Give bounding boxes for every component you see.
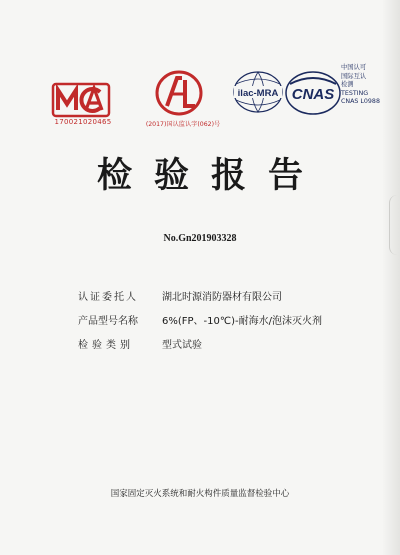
- cnas-line: TESTING: [341, 89, 369, 97]
- cnas-label: CNAS: [291, 86, 335, 103]
- cnas-accreditation-text: [341, 64, 399, 107]
- cnas-line: 中国认可: [341, 64, 367, 71]
- cma-number: 170021020465: [54, 118, 112, 126]
- field-label: 检验类别: [78, 339, 134, 351]
- cnas-line: 检测: [341, 81, 354, 89]
- report-number: No.Gn201903328: [163, 233, 237, 244]
- ilac-mra-logo: [228, 68, 286, 116]
- cnas-line: 国际互认: [341, 72, 367, 80]
- field-value: 湖北时源消防器材有限公司: [162, 291, 282, 303]
- field-row-client: [78, 283, 322, 307]
- issuing-authority: 国家固定灭火系统和耐火构件质量监督检验中心: [110, 489, 290, 499]
- cal-caption: (2017)国认监认字(062)号: [145, 121, 221, 128]
- field-row-category: [78, 331, 322, 355]
- field-value: 6%(FP、-10℃)-耐海水/泡沫灭火剂: [162, 315, 322, 327]
- cal-logo: [145, 68, 213, 122]
- cnas-logo: [284, 70, 342, 116]
- ilac-mra-label: ilac-MRA: [237, 88, 279, 99]
- field-label: 认证委托人: [78, 291, 138, 303]
- cnas-line: CNAS L0988: [341, 98, 380, 106]
- report-title: 检验报告: [96, 155, 325, 196]
- page-fold-mark: [389, 195, 400, 255]
- field-row-product: [78, 307, 322, 331]
- field-value: 型式试验: [162, 339, 202, 351]
- report-fields: [78, 283, 322, 355]
- field-label: 产品型号名称: [78, 315, 138, 327]
